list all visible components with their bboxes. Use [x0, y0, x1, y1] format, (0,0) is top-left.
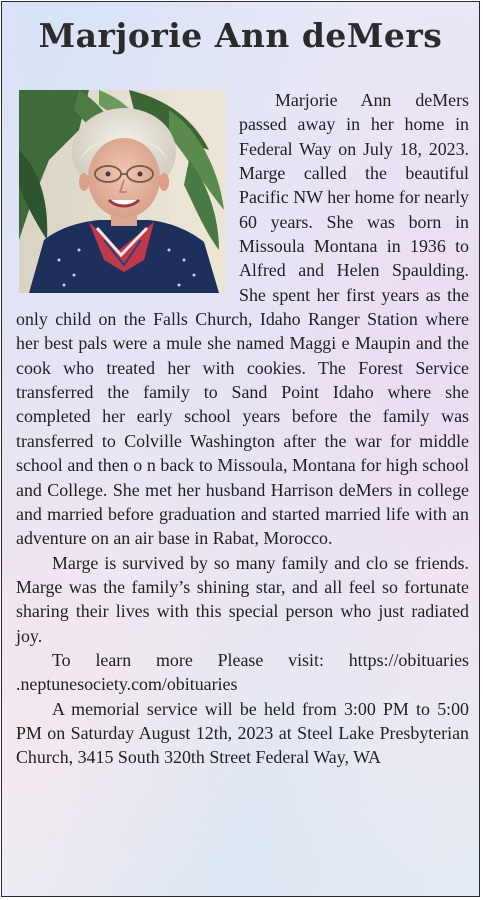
obituary-paragraph-4: A memorial service will be held from 3:00 PM to 5:00 PM on Saturday August 12th, 2023 at Steel Lake Presbyterian Church, 3415 South 320th Street Federal Way, WA — [16, 698, 469, 768]
obituary-paragraph-3: To learn more Please visit: https://obituaries .neptunesociety.com/obituaries — [16, 649, 469, 695]
obituary-title: Marjorie Ann deMers — [38, 16, 443, 55]
portrait-photo-icon — [19, 90, 226, 293]
obituary-body — [16, 88, 469, 770]
obituary-paragraph-2: Marge is survived by so many family and clo se friends. Marge was the family’s shining star, and all feel so fortunate sharing their lives with this special person who just radiated joy. — [16, 552, 469, 646]
obituary-card — [1, 1, 480, 897]
obituary-paragraph-1: Marjorie Ann deMers passed away in her home in Federal Way on July 18, 2023. Marge called the beautiful Pacific NW her home for nearly 60 years. She was born in Missoula Montana in 1936 to Alfred and Helen Spaulding. She spent her first years as the only child on the Falls Church, Idaho Ranger Station where her best pals were a mule she named Maggi e Maupin and the cook who treated her with cookies. The Forest Service transferred the family to Sand Point Idaho where she completed her early school years before the family was transferred to Colville Washington after the war for middle school and then o n back to Missoula, Montana for high school and College. She met her husband Harrison deMers in college and married before graduation and started married life with an adventure on an air base in Rabat, Morocco. — [16, 90, 469, 549]
